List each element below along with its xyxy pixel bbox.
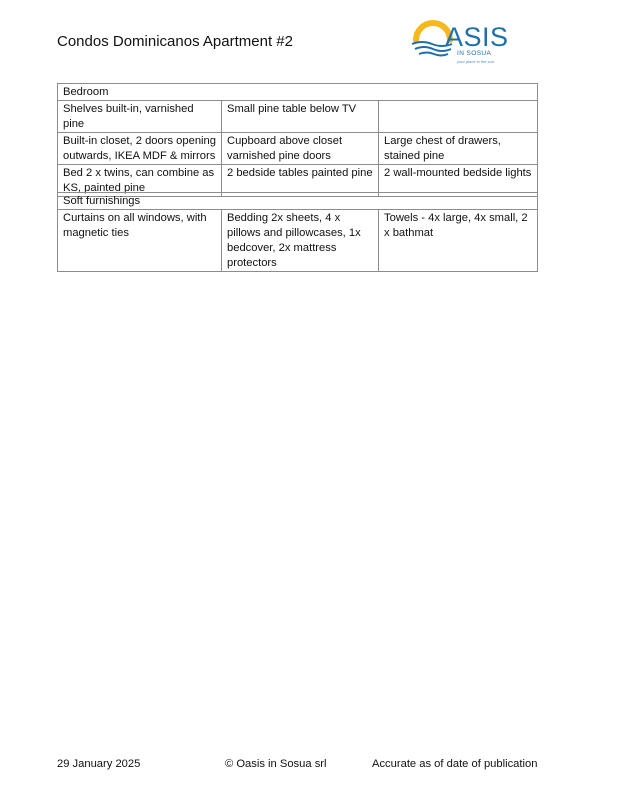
footer-date: 29 January 2025 — [57, 758, 141, 770]
soft-furnishings-header: Soft furnishings — [58, 193, 538, 210]
footer-copyright: © Oasis in Sosua srl — [225, 758, 327, 770]
table-row — [58, 133, 538, 165]
table-row — [58, 210, 538, 272]
soft-furnishings-table — [57, 192, 538, 272]
logo-subtitle: IN SOSUA — [457, 50, 492, 57]
oasis-logo — [410, 14, 532, 66]
table-cell: Built-in closet, 2 doors opening outwards, IKEA MDF & mirrors — [58, 133, 222, 165]
table-cell: Small pine table below TV — [222, 101, 379, 133]
table-cell: Towels - 4x large, 4x small, 2 x bathmat — [379, 210, 538, 272]
table-cell: Curtains on all windows, with magnetic ties — [58, 210, 222, 272]
logo-wordmark: ASIS — [445, 22, 509, 52]
table-cell: Large chest of drawers, stained pine — [379, 133, 538, 165]
table-cell: Bedding 2x sheets, 4 x pillows and pillowcases, 1x bedcover, 2x mattress protectors — [222, 210, 379, 272]
table-cell: 2 bedside tables painted pine — [222, 165, 379, 197]
table-row — [58, 101, 538, 133]
footer-note: Accurate as of date of publication — [372, 758, 538, 770]
bedroom-header: Bedroom — [58, 84, 538, 101]
table-cell — [379, 101, 538, 133]
table-cell: Cupboard above closet varnished pine doors — [222, 133, 379, 165]
bedroom-table — [57, 83, 538, 197]
table-cell: Bed 2 x twins, can combine as KS, painted pine — [58, 165, 222, 197]
table-cell: Shelves built-in, varnished pine — [58, 101, 222, 133]
table-cell: 2 wall-mounted bedside lights — [379, 165, 538, 197]
document-title: Condos Dominicanos Apartment #2 — [57, 33, 293, 50]
logo-tagline: your place in the sun — [457, 59, 494, 64]
